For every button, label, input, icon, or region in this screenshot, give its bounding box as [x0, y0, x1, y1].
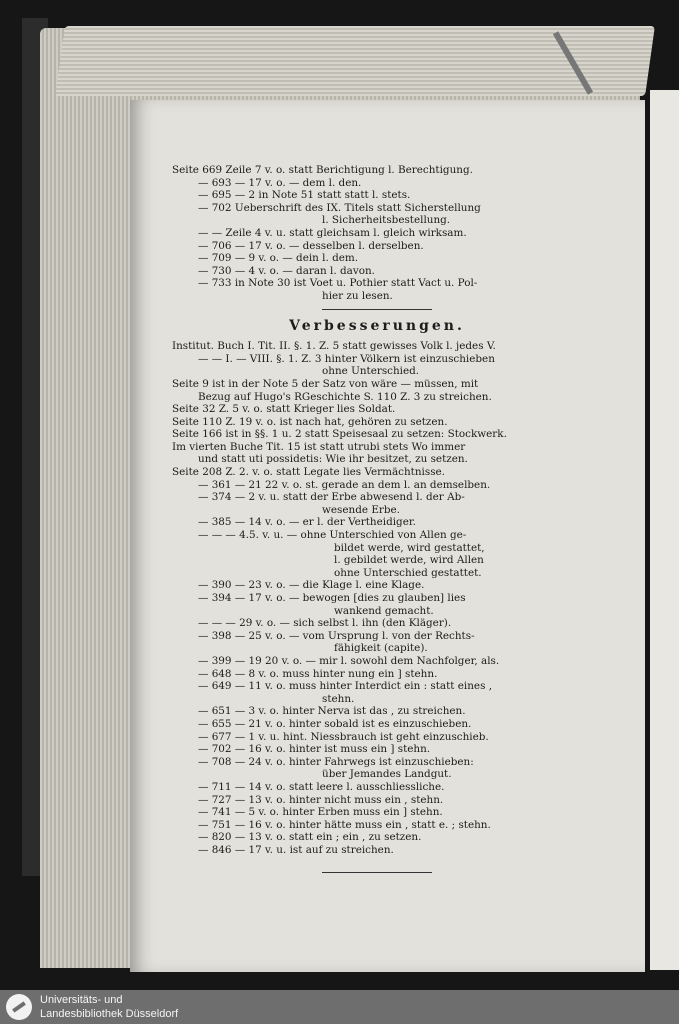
improvement-line: Seite 208 Z. 2. v. o. statt Legate lies Vermächtnisse. [172, 466, 445, 479]
correction-line: Seite 669 Zeile 7 v. o. statt Berichtigung l. Berechtigung. [172, 164, 473, 176]
improvement-line: über Jemandes Landgut. [322, 768, 452, 781]
improvement-line: — 741 — 5 v. o. hinter Erben muss ein ] stehn. [198, 806, 443, 819]
correction-line: — 693 — 17 v. o. — dem l. den. [198, 176, 362, 189]
improvement-line: — 751 — 16 v. o. hinter hätte muss ein , statt e. ; stehn. [198, 818, 491, 831]
improvement-line: Seite 9 ist in der Note 5 der Satz von wäre — müssen, mit [172, 377, 479, 390]
library-name-line2: Landesbibliothek Düsseldorf [40, 1008, 179, 1020]
library-logo-icon [6, 994, 32, 1020]
top-page-edges [55, 26, 655, 96]
improvement-line: Im vierten Buche Tit. 15 ist statt utrubi stets Wo immer [172, 440, 466, 453]
improvement-line: — 711 — 14 v. o. statt leere l. ausschliessliche. [198, 780, 445, 793]
correction-line: — 695 — 2 in Note 51 statt statt l. stets. [198, 189, 411, 202]
improvement-line: l. gebildet werde, wird Allen [334, 554, 484, 567]
improvement-line: ohne Unterschied. [322, 365, 420, 378]
improvement-line: — 394 — 17 v. o. — bewogen [dies zu glauben] lies [198, 592, 466, 604]
improvement-line: — 846 — 17 v. u. ist auf zu streichen. [198, 843, 394, 856]
library-name [40, 993, 178, 1021]
improvement-line: wankend gemacht. [334, 604, 434, 617]
improvement-line: fähigkeit (capite). [334, 642, 428, 655]
correction-line: — 730 — 4 v. o. — daran l. davon. [198, 264, 375, 277]
improvement-line: — 708 — 24 v. o. hinter Fahrwegs ist einzuschieben: [198, 755, 474, 768]
end-divider [322, 872, 432, 873]
correction-line: — 733 in Note 30 ist Voet u. Pothier statt Vact u. Pol- [198, 277, 478, 290]
improvement-line: — 677 — 1 v. u. hint. Niessbrauch ist geht einzuschieb. [198, 730, 489, 743]
improvement-line: Bezug auf Hugo's RGeschichte S. 110 Z. 3 zu streichen. [198, 390, 492, 403]
improvement-line: Seite 32 Z. 5 v. o. statt Krieger lies Soldat. [172, 403, 396, 416]
improvement-line: — 390 — 23 v. o. — die Klage l. eine Klage. [198, 579, 425, 592]
correction-line: — 709 — 9 v. o. — dein l. dem. [198, 252, 359, 265]
improvement-line: — 651 — 3 v. o. hinter Nerva ist das , zu streichen. [198, 705, 466, 718]
library-name-line1: Universitäts- und [40, 994, 123, 1006]
improvement-line: Seite 110 Z. 19 v. o. ist nach hat, gehören zu setzen. [172, 415, 448, 428]
improvement-line: ohne Unterschied gestattet. [334, 566, 482, 579]
improvement-line: — 374 — 2 v. u. statt der Erbe abwesend l. der Ab- [198, 491, 465, 504]
improvement-line: — — I. — VIII. §. 1. Z. 3 hinter Völkern ist einzuschieben [198, 352, 495, 365]
improvement-line: — 820 — 13 v. o. statt ein ; ein , zu setzen. [198, 831, 422, 844]
correction-line: — 706 — 17 v. o. — desselben l. derselben. [198, 239, 424, 252]
improvement-line: — 655 — 21 v. o. hinter sobald ist es einzuschieben. [198, 717, 472, 730]
improvement-line: Seite 166 ist in §§. 1 u. 2 statt Speisesaal zu setzen: Stockwerk. [172, 428, 507, 441]
improvement-line: — 727 — 13 v. o. hinter nicht muss ein , stehn. [198, 793, 444, 806]
book-page [130, 100, 645, 972]
improvement-line: — 361 — 21 22 v. o. st. gerade an dem l. an demselben. [198, 478, 491, 491]
logo-mark [12, 1001, 26, 1012]
facing-page [650, 90, 679, 970]
improvement-line: stehn. [322, 692, 355, 705]
improvement-line: bildet werde, wird gestattet, [334, 541, 485, 554]
library-footer [0, 990, 679, 1024]
improvement-line: Institut. Buch I. Tit. II. §. 1. Z. 5 statt gewisses Volk l. jedes V. [172, 340, 496, 353]
correction-line: l. Sicherheitsbestellung. [322, 214, 451, 227]
improvement-line: — — — 29 v. o. — sich selbst l. ihn (den Kläger). [198, 617, 452, 630]
improvement-line: — 398 — 25 v. o. — vom Ursprung l. von der Rechts- [198, 629, 475, 642]
improvement-line: — 649 — 11 v. o. muss hinter Interdict ein : statt eines , [198, 680, 493, 693]
divider [322, 309, 432, 310]
improvement-line: — 702 — 16 v. o. hinter ist muss ein ] stehn. [198, 743, 431, 756]
improvement-line: und statt uti possidetis: Wie ihr besitzet, zu setzen. [198, 453, 468, 466]
improvement-line: wesende Erbe. [322, 503, 400, 516]
correction-line: hier zu lesen. [322, 289, 393, 302]
page-content [172, 164, 582, 879]
improvement-line: — 399 — 19 20 v. o. — mir l. sowohl dem Nachfolger, als. [198, 654, 500, 667]
correction-line: — — Zeile 4 v. u. statt gleichsam l. gleich wirksam. [198, 226, 467, 239]
section-title: Verbesserungen. [289, 317, 465, 334]
improvement-line: — 648 — 8 v. o. muss hinter nung ein ] stehn. [198, 667, 438, 680]
correction-line: — 702 Ueberschrift des IX. Titels statt Sicherstellung [198, 201, 481, 214]
improvement-line: — — — 4.5. v. u. — ohne Unterschied von Allen ge- [198, 529, 467, 542]
improvement-line: — 385 — 14 v. o. — er l. der Vertheidiger. [198, 516, 416, 529]
